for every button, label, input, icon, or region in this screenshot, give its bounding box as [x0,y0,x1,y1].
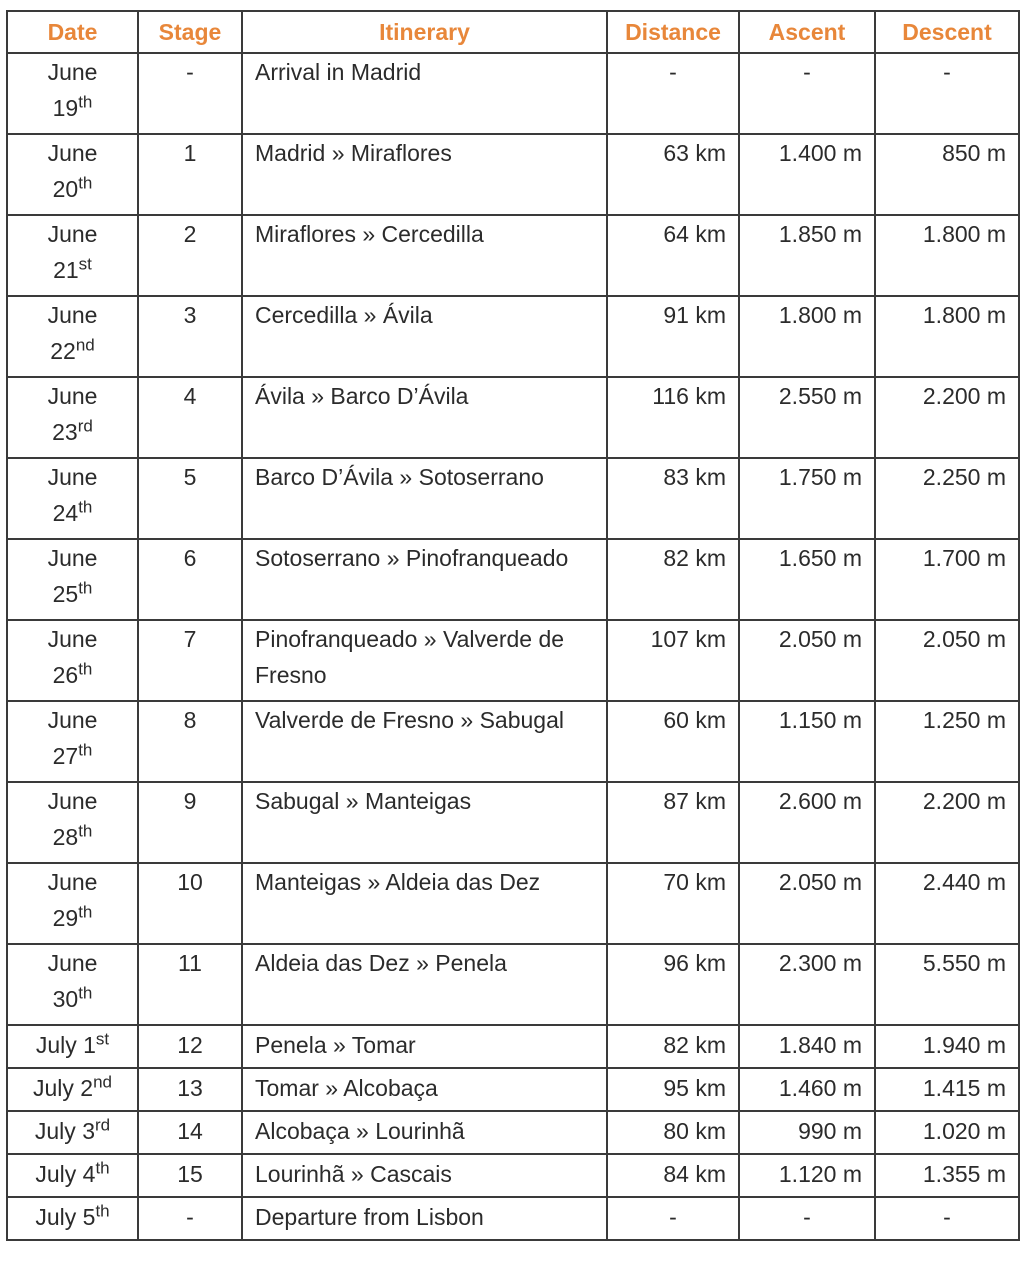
cell-descent: 1.800 m [875,215,1019,296]
cell-date [7,701,138,782]
cell-stage: 14 [138,1111,242,1154]
cell-stage: 10 [138,863,242,944]
date-ordinal-suffix: th [78,578,93,598]
date-day: 26 [52,662,79,688]
cell-stage: 5 [138,458,242,539]
date-ordinal-suffix: th [95,1158,110,1178]
date-month: June [47,545,98,571]
cell-date [7,1025,138,1068]
cell-ascent: 2.550 m [739,377,875,458]
cell-date [7,782,138,863]
table-row [7,701,1019,782]
cell-date [7,863,138,944]
table-row [7,53,1019,134]
date-ordinal-suffix: th [78,821,93,841]
cell-distance: 82 km [607,1025,739,1068]
cell-descent: 1.355 m [875,1154,1019,1197]
cell-descent: 850 m [875,134,1019,215]
date-ordinal-suffix: th [95,1201,110,1221]
date-ordinal-suffix: st [78,254,92,274]
date-month: June [47,464,98,490]
cell-date [7,539,138,620]
cell-itinerary: Arrival in Madrid [242,53,607,134]
cell-date [7,377,138,458]
header-descent: Descent [875,11,1019,53]
cell-descent: 2.440 m [875,863,1019,944]
date-month: June [47,383,98,409]
cell-ascent: - [739,53,875,134]
cell-distance: 64 km [607,215,739,296]
header-date: Date [7,11,138,53]
date-day: 23 [52,419,78,445]
cell-itinerary: Miraflores » Cercedilla [242,215,607,296]
date-day: 21 [53,257,79,283]
date-ordinal-suffix: th [78,92,93,112]
table-body [7,53,1019,1240]
date-month: June [47,788,98,814]
cell-stage: 9 [138,782,242,863]
date-ordinal-suffix: nd [75,335,95,355]
cell-ascent: 1.850 m [739,215,875,296]
cell-descent: 5.550 m [875,944,1019,1025]
cell-stage: 6 [138,539,242,620]
cell-ascent: - [739,1197,875,1240]
date-month: July [32,1075,74,1101]
cell-stage: - [138,1197,242,1240]
cell-stage: 3 [138,296,242,377]
cell-distance: 84 km [607,1154,739,1197]
cell-distance: 82 km [607,539,739,620]
date-month: July [35,1161,77,1187]
cell-descent: 1.020 m [875,1111,1019,1154]
cell-itinerary: Sotoserrano » Pinofranqueado [242,539,607,620]
table-row [7,1154,1019,1197]
cell-ascent: 1.800 m [739,296,875,377]
header-distance: Distance [607,11,739,53]
cell-ascent: 2.050 m [739,863,875,944]
cell-descent: - [875,1197,1019,1240]
cell-itinerary: Alcobaça » Lourinhã [242,1111,607,1154]
table-row [7,296,1019,377]
header-row [7,11,1019,53]
cell-date [7,1068,138,1111]
date-month: July [34,1118,76,1144]
cell-itinerary: Manteigas » Aldeia das Dez [242,863,607,944]
cell-ascent: 2.600 m [739,782,875,863]
cell-distance: 70 km [607,863,739,944]
cell-itinerary: Departure from Lisbon [242,1197,607,1240]
cell-ascent: 1.750 m [739,458,875,539]
cell-date [7,1154,138,1197]
cell-itinerary: Lourinhã » Cascais [242,1154,607,1197]
cell-distance: 116 km [607,377,739,458]
cell-stage: 1 [138,134,242,215]
cell-ascent: 1.840 m [739,1025,875,1068]
cell-descent: 2.200 m [875,782,1019,863]
cell-stage: 15 [138,1154,242,1197]
table-row [7,1111,1019,1154]
cell-date [7,53,138,134]
cell-itinerary: Aldeia das Dez » Penela [242,944,607,1025]
cell-distance: 83 km [607,458,739,539]
date-ordinal-suffix: th [78,173,93,193]
table-row [7,134,1019,215]
date-ordinal-suffix: th [78,497,93,517]
cell-distance: 63 km [607,134,739,215]
cell-stage: 7 [138,620,242,701]
cell-descent: 1.700 m [875,539,1019,620]
table-row [7,458,1019,539]
date-ordinal-suffix: th [78,740,93,760]
cell-date [7,458,138,539]
cell-stage: - [138,53,242,134]
date-month: July [35,1204,77,1230]
cell-distance: 91 km [607,296,739,377]
cell-itinerary: Barco D’Ávila » Sotoserrano [242,458,607,539]
cell-descent: 2.200 m [875,377,1019,458]
cell-itinerary: Madrid » Miraflores [242,134,607,215]
date-day: 25 [52,581,79,607]
date-day: 24 [52,500,79,526]
table-row [7,1025,1019,1068]
date-day: 27 [52,743,79,769]
header-itinerary: Itinerary [242,11,607,53]
header-stage: Stage [138,11,242,53]
date-day: 1 [83,1032,96,1058]
date-day: 30 [52,986,79,1012]
date-day: 3 [82,1118,95,1144]
cell-date [7,944,138,1025]
table-row [7,863,1019,944]
cell-distance: 107 km [607,620,739,701]
cell-stage: 4 [138,377,242,458]
cell-ascent: 2.050 m [739,620,875,701]
itinerary-table [6,10,1020,1241]
date-ordinal-suffix: th [78,659,93,679]
cell-itinerary: Ávila » Barco D’Ávila [242,377,607,458]
cell-date [7,296,138,377]
date-day: 5 [82,1204,96,1230]
table-row [7,944,1019,1025]
cell-stage: 11 [138,944,242,1025]
cell-descent: 1.250 m [875,701,1019,782]
date-month: June [47,221,98,247]
date-day: 2 [80,1075,94,1101]
cell-ascent: 2.300 m [739,944,875,1025]
cell-itinerary: Cercedilla » Ávila [242,296,607,377]
cell-distance: 60 km [607,701,739,782]
table-row [7,1197,1019,1240]
table-row [7,215,1019,296]
cell-ascent: 1.120 m [739,1154,875,1197]
cell-descent: 2.250 m [875,458,1019,539]
cell-ascent: 1.150 m [739,701,875,782]
date-month: June [47,707,98,733]
table-header [7,11,1019,53]
date-day: 20 [52,176,79,202]
date-month: June [47,869,98,895]
cell-stage: 8 [138,701,242,782]
cell-distance: - [607,53,739,134]
table-row [7,620,1019,701]
cell-stage: 12 [138,1025,242,1068]
date-day: 29 [52,905,79,931]
date-ordinal-suffix: rd [94,1115,111,1135]
table-row [7,377,1019,458]
cell-distance: 80 km [607,1111,739,1154]
cell-date [7,1197,138,1240]
date-day: 19 [52,95,79,121]
cell-descent: - [875,53,1019,134]
table-row [7,539,1019,620]
date-day: 4 [82,1161,96,1187]
date-ordinal-suffix: rd [77,416,93,436]
cell-ascent: 1.650 m [739,539,875,620]
cell-descent: 1.940 m [875,1025,1019,1068]
date-ordinal-suffix: nd [93,1072,112,1092]
header-ascent: Ascent [739,11,875,53]
date-day: 22 [50,338,76,364]
table-row [7,1068,1019,1111]
date-month: June [47,140,98,166]
cell-date [7,215,138,296]
date-day: 28 [52,824,79,850]
cell-descent: 2.050 m [875,620,1019,701]
cell-ascent: 990 m [739,1111,875,1154]
cell-itinerary: Valverde de Fresno » Sabugal [242,701,607,782]
date-ordinal-suffix: st [95,1029,110,1049]
cell-date [7,620,138,701]
date-month: June [47,59,98,85]
date-month: June [47,626,98,652]
cell-date [7,134,138,215]
cell-itinerary: Tomar » Alcobaça [242,1068,607,1111]
cell-distance: - [607,1197,739,1240]
date-ordinal-suffix: th [78,902,93,922]
cell-stage: 13 [138,1068,242,1111]
cell-descent: 1.800 m [875,296,1019,377]
cell-itinerary: Penela » Tomar [242,1025,607,1068]
cell-date [7,1111,138,1154]
cell-itinerary: Pinofranqueado » Valverde de Fresno [242,620,607,701]
cell-itinerary: Sabugal » Manteigas [242,782,607,863]
cell-stage: 2 [138,215,242,296]
cell-distance: 95 km [607,1068,739,1111]
table-row [7,782,1019,863]
date-month: June [47,302,98,328]
date-month: June [47,950,98,976]
cell-descent: 1.415 m [875,1068,1019,1111]
cell-distance: 87 km [607,782,739,863]
date-month: July [35,1032,77,1058]
date-ordinal-suffix: th [78,983,93,1003]
cell-distance: 96 km [607,944,739,1025]
cell-ascent: 1.460 m [739,1068,875,1111]
cell-ascent: 1.400 m [739,134,875,215]
